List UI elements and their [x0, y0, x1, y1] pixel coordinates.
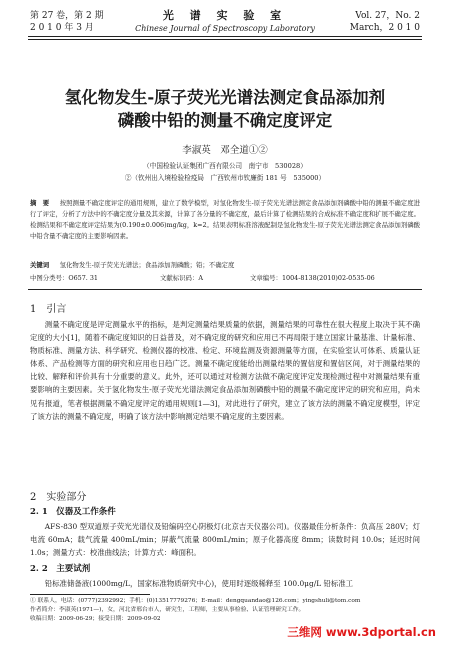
header-rule-thin: [28, 39, 422, 40]
introduction-body: [30, 318, 420, 423]
keywords-label: 关键词: [30, 261, 50, 269]
keywords-text: 氢化物发生-原子荧光光谱法；食品添加剂磷酸；铅；不确定度: [59, 261, 235, 269]
article-title: [28, 86, 422, 132]
authors: 李淑英 邓全道①②: [182, 145, 268, 156]
subsection-2-1-heading: 2. 1 仪器及工作条件: [30, 507, 116, 517]
footnote-rule: [30, 594, 150, 595]
abstract-label: 摘 要: [30, 199, 50, 207]
reagent-block: [30, 577, 420, 590]
volume-en: Vol. 27，No. 2: [355, 11, 420, 21]
section-2-heading: 2 实验部分: [30, 492, 87, 503]
footnote-dates: 收稿日期：2009-06-29；接受日期：2009-09-02: [30, 616, 161, 622]
footnotes: [30, 597, 420, 624]
abstract: [30, 198, 420, 242]
footnote-contact: ① 联系人，电话：(0777)2392992；手机：(0)13517779276；E-mail：dengquandao@126.com；yingshuli@tom.com: [30, 598, 361, 604]
date-cn: 2 0 1 0 年 3 月: [30, 23, 94, 33]
affiliation-1: （中国检验认证集团广西有限公司 南宁市 530028）: [143, 162, 307, 170]
title-line-1: 氢化物发生-原子荧光光谱法测定食品添加剂: [64, 88, 386, 107]
abstract-text: 按照测量不确定度评定的通用规则，建立了数学模型，对氢化物发生-原子荧光光谱法测定食品添加剂磷酸中铅的测量不确定度进行了评定，分析了方法中的不确定度分量及其来源，计算了各分量的不确定度，最后计算了检测结果的合成标准不确定度和扩展不确定度。检测结果和不确定度评定结果为(0.190±0.006)mg/kg，k=2。结果表明标准溶液配制是氢化物发生-原子荧光光谱法测定食品添加剂磷酸中铅含量不确定度的主要影响因素。: [30, 199, 420, 240]
affiliation-2: ②（钦州出入境检验检疫局 广西钦州市钦廉街 181 号 535000）: [124, 174, 326, 182]
clc-number: 中图分类号：O657. 31: [30, 274, 98, 282]
watermark: 三维网 www.3dportal.cn: [287, 625, 436, 639]
keywords: [30, 260, 420, 269]
header-left: [30, 10, 104, 34]
header-right: [350, 10, 420, 34]
date-en: March，2 0 1 0: [349, 23, 420, 33]
subsection-2-2-heading: 2. 2 主要试剂: [30, 564, 91, 574]
journal-name-en: Chinese Journal of Spectroscopy Laboratory: [135, 24, 315, 33]
footnote-author-bio: 作者简介：李淑英(1971—)，女，河北省邢台市人，研究生，工程师，主要从事检验、认证管理研究工作。: [30, 607, 305, 613]
abstract-rule: [28, 289, 422, 290]
journal-name-cn: 光 谱 实 验 室: [162, 9, 288, 22]
intro-paragraph: 测量不确定度是评定测量水平的指标，是判定测量结果质量的依据，测量结果的可靠性在很大程度上取决于其不确定度的大小[1]，随着不确定度知识的日益普及，对不确定度的研究和应用已不再局限于建立国家计量基准、计量标准、物质标准、测量方法、科学研究、检测仪器的校准、检定、环境监测及资源测量等方面，在实验室认可体系、质量认证体系、产品检测等方面的研究和应用也日趋广泛。测量不确定度能给出测量结果的置信度和置信区间，对于测量结果的比较、解释和评价具有十分重要的意义。此外，还可以通过对检测方法做不确定度评定发现检测过程中对测量结果有重要影响的主要因素。关于氢化物发生-原子荧光光谱法测定食品添加剂磷酸中铅的测量不确定度评定的研究和应用，尚未见有报道，笔者根据测量不确定度评定的通用规则[1—3]，对此进行了研究，建立了该方法的测量不确定度模型，评定了该方法的测量不确定度，明确了该方法中影响测定结果不确定度的主要因素。: [30, 320, 420, 421]
instrument-paragraph: AFS-830 型双道原子荧光光谱仪及铅编码空心阴极灯(北京吉天仪器公司)。仪器最佳分析条件：负高压 280V；灯电流 60mA；载气流量 400mL/min；屏蔽气流量 800mL/min；原子化器高度 8mm；读数时间 10.0s；延迟时间 1.0s；测量方式：校准曲线法；计算方式：峰面积。: [30, 522, 420, 558]
section-1-heading: 1 引言: [30, 304, 67, 315]
header-rule: [28, 36, 422, 37]
header-center: [120, 9, 330, 34]
reagent-line: 铅标准储备液(1000mg/L，国家标准物质研究中心)，使用时逐级稀释至 100.0μg/L 铅标准工: [44, 579, 354, 588]
document-code: 文献标识码：A: [160, 274, 203, 282]
instrument-paragraph-block: [30, 520, 420, 559]
article-id: 文章编号：1004-8138(2010)02-0535-06: [250, 274, 375, 282]
title-line-2: 磷酸中铅的测量不确定度评定: [117, 111, 333, 130]
volume-cn: 第 27 卷，第 2 期: [30, 11, 104, 21]
